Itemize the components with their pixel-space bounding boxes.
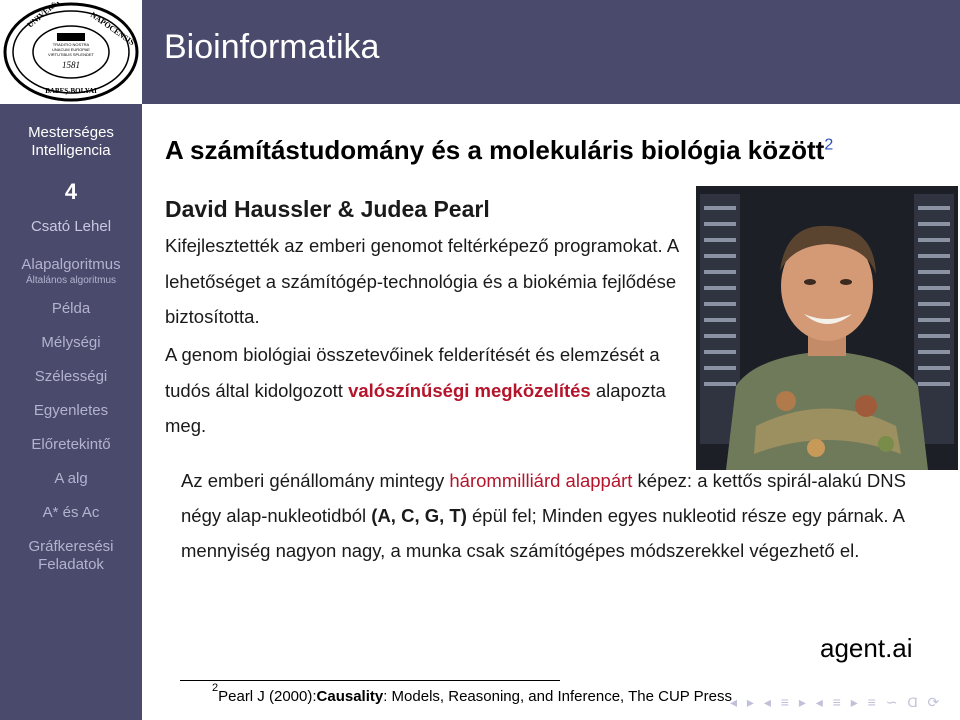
highlight-base-pairs: hárommilliárd alappárt [449,470,633,491]
nav-back-icon[interactable]: ∽ [885,694,898,710]
watermark-text: agent.ai [820,633,913,663]
sidebar-item-eloretekinto[interactable]: Előretekintő [31,436,111,453]
nav-search-icon[interactable]: Ɑ [907,694,918,710]
sidebar-item-szelessegi[interactable]: Szélességi [34,368,108,385]
svg-text:TRADITIO NOSTRA: TRADITIO NOSTRA [52,42,90,47]
footnote-ref[interactable]: 2 [824,136,834,154]
sidebar-subitem-altalanos[interactable]: Általános algoritmus [25,275,117,286]
sidebar-item-melysegi[interactable]: Mélységi [41,334,101,351]
paragraph-3: Az emberi génállomány mintegy hárommilliárd alappárt képez: a kettős spirál-alakú DNS négy alap-nukleotidból (A, C, G, T) épül fel; Minden egyes nukleotid része egy párnak. A mennyiség nagyon nagy, a munka csak számítógépes módszerekkel végezhető el. [181,470,906,561]
nucleotide-letters: (A, C, G, T) [371,505,467,526]
beamer-navigation [730,694,945,711]
sidebar [0,0,142,720]
sidebar-item-feladatok[interactable]: Feladatok [38,556,104,573]
nav-prev-subsection-icon[interactable]: ◂ [763,694,771,710]
portrait-photo [696,186,958,470]
nav-prev-frame-icon[interactable]: ◂ [730,694,738,710]
sidebar-item-alapalgoritmus[interactable]: Alapalgoritmus [21,256,121,273]
course-name: Mesterséges Intelligencia [28,124,114,159]
svg-text:1581: 1581 [62,60,80,70]
header-bar [142,0,960,104]
sidebar-nav [0,124,142,574]
paragraph-2: A genom biológiai összetevőinek felderítését és elemzését a tudós által kidolgozott valószínűségi megközelítés alapozta meg. [165,344,666,436]
footnote: $^2$Pearl J (2000):Causality: Models, Reasoning, and Inference, The CUP Press [212,682,733,705]
footnote-divider [180,680,560,681]
block-title: David Haussler & Judea Pearl [165,196,490,222]
nav-next-frame-icon[interactable]: ▸ [746,694,754,710]
sidebar-item-a-alg[interactable]: A alg [54,470,88,487]
paragraph-1: Kifejlesztették az emberi genomot feltérképező programokat. A lehetőséget a számítógép-technológia és a biokémia fejlődése biztosította. [165,235,679,327]
nav-section-icon[interactable]: ≡ [832,694,841,710]
nav-subsection-icon[interactable]: ≡ [780,694,789,710]
university-seal-icon [2,2,140,102]
svg-text:BABEŞ-BOLYAI: BABEŞ-BOLYAI [45,87,97,95]
nav-refresh-icon[interactable]: ⟳ [927,694,940,710]
author-name: Csató Lehel [30,218,112,235]
nav-next-section-icon[interactable]: ▸ [850,694,858,710]
lecture-number: 4 [64,179,78,204]
nav-document-icon[interactable]: ≡ [867,694,876,710]
nav-prev-section-icon[interactable]: ◂ [815,694,823,710]
page-title: Bioinformatika [164,28,380,66]
svg-text:VIRTUTIBUS SPLENDET: VIRTUTIBUS SPLENDET [48,52,94,57]
university-logo [0,0,142,104]
highlight-probabilistic: valószínűségi megközelítés [348,379,591,401]
svg-text:UNACUM EUROPAE: UNACUM EUROPAE [52,47,90,52]
sidebar-item-a-star-ac[interactable]: A* és Ac [42,504,100,521]
sidebar-item-egyenletes[interactable]: Egyenletes [33,402,109,419]
sidebar-item-pelda[interactable]: Példa [51,300,91,317]
svg-text:NAPOCENSIS: NAPOCENSIS [88,10,137,48]
sidebar-item-grafkeresesi[interactable]: Gráfkeresési [28,538,114,555]
slide-title: A számítástudomány és a molekuláris biológia között$^2$ [165,135,834,165]
nav-next-subsection-icon[interactable]: ▸ [798,694,806,710]
